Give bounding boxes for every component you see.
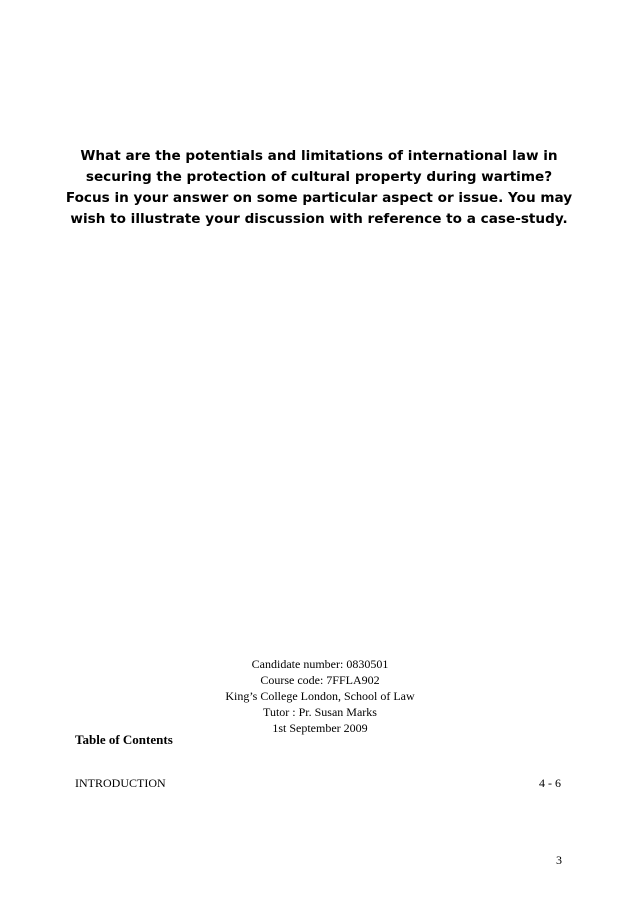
candidate-info <box>180 656 460 736</box>
toc-entry-pages: 4 - 6 <box>539 776 561 790</box>
toc-entry-title: INTRODUCTION <box>75 776 166 790</box>
question-line: securing the protection of cultural property during wartime? <box>85 169 553 185</box>
candidate-number: Candidate number: 0830501 <box>251 657 389 671</box>
tutor: Tutor : Pr. Susan Marks <box>263 705 377 719</box>
question-line: Focus in your answer on some particular aspect or issue. You may <box>65 190 573 206</box>
question-line: wish to illustrate your discussion with reference to a case-study. <box>70 211 568 227</box>
submission-date: 1st September 2009 <box>272 721 368 735</box>
question-line: What are the potentials and limitations of international law in <box>80 148 558 164</box>
course-code: Course code: 7FFLA902 <box>260 673 380 687</box>
page-number: 3 <box>556 853 562 867</box>
essay-question <box>64 146 574 230</box>
toc-heading: Table of Contents <box>75 732 173 747</box>
institution: King’s College London, School of Law <box>225 689 415 703</box>
